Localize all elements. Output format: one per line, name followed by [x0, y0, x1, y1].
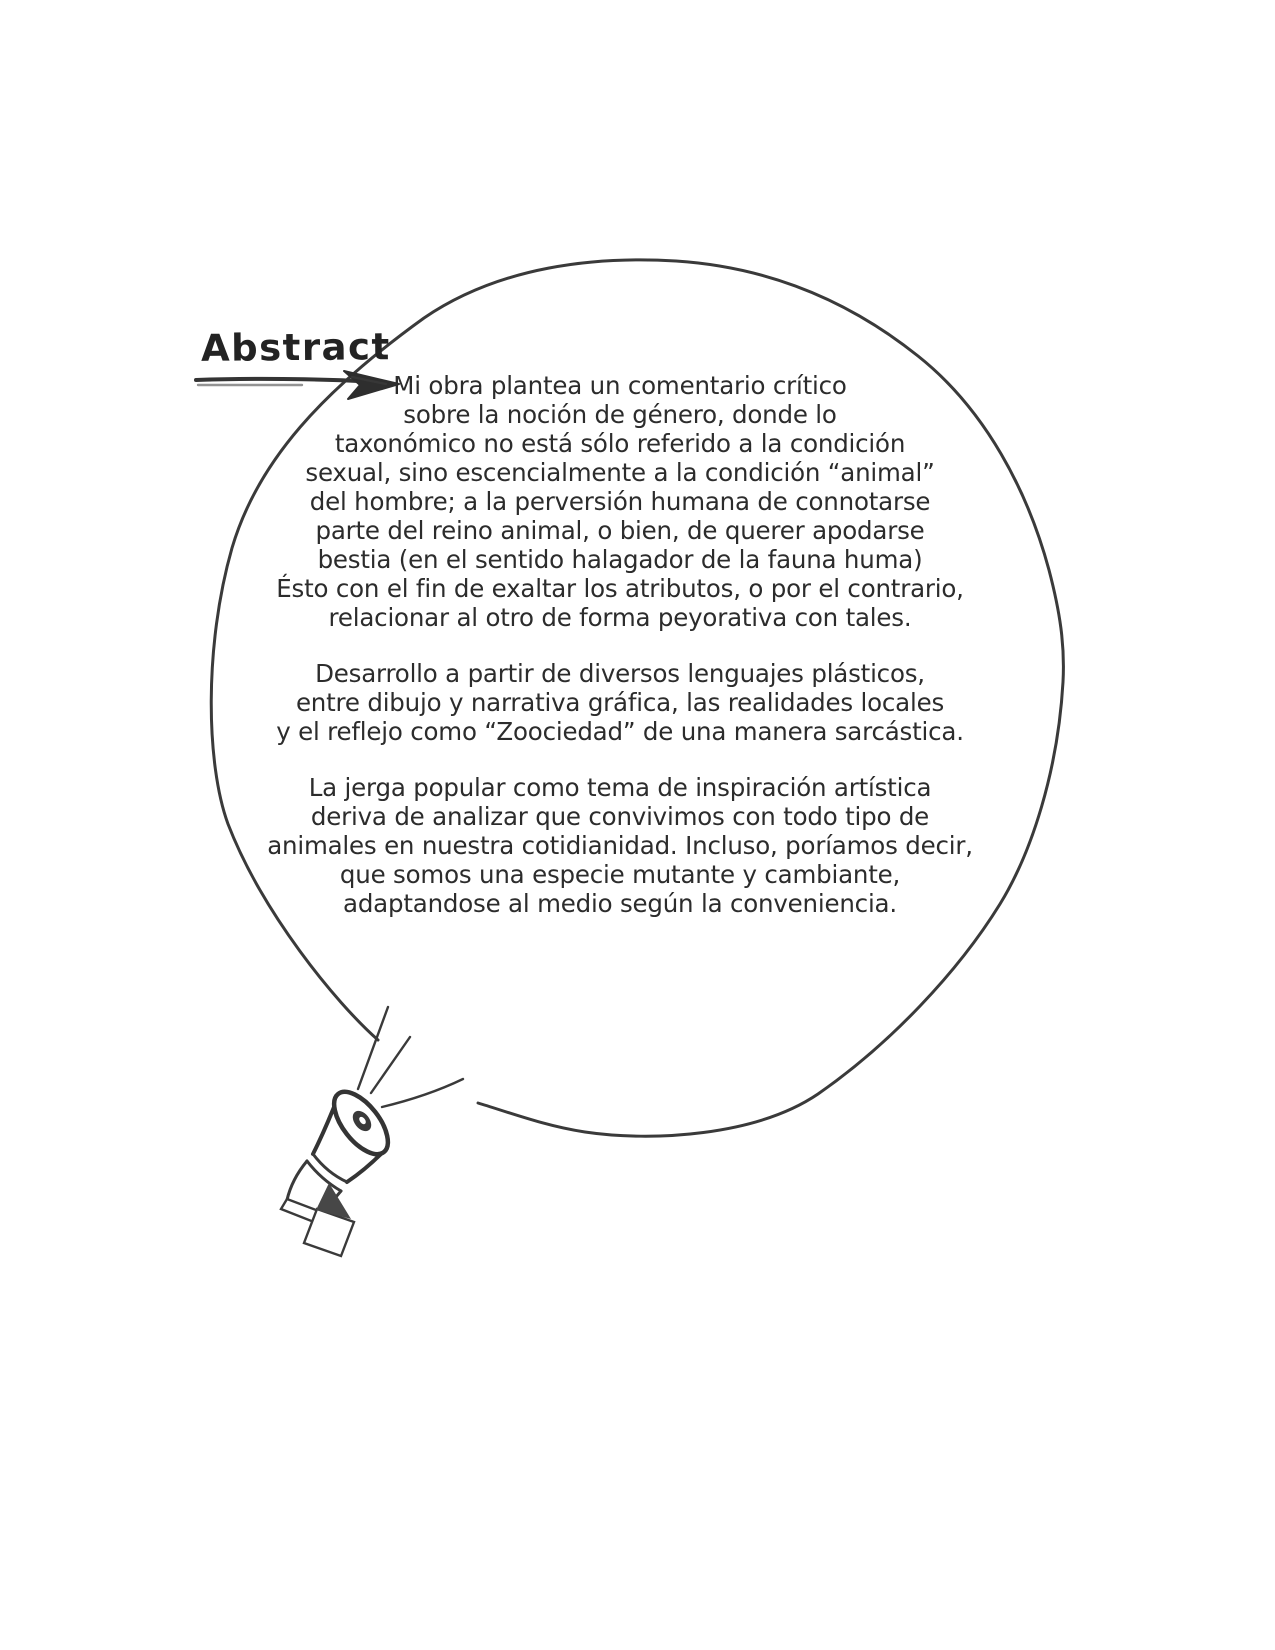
paragraph-3: [160, 773, 1080, 918]
paragraph-1: [160, 371, 1080, 632]
text-line: sexual, sino escencialmente a la condición “animal”: [305, 458, 935, 487]
text-line: parte del reino animal, o bien, de querer apodarse: [315, 516, 925, 545]
text-line: Mi obra plantea un comentario crítico: [393, 371, 847, 400]
sound-rays: [358, 1007, 463, 1107]
text-line: Ésto con el fin de exaltar los atributos, o por el contrario,: [276, 574, 964, 603]
text-line: entre dibujo y narrativa gráfica, las realidades locales: [295, 688, 945, 717]
megaphone-icon: [281, 1083, 398, 1256]
sound-ray: [382, 1079, 463, 1107]
text-line: que somos una especie mutante y cambiante,: [339, 860, 901, 889]
text-line: del hombre; a la perversión humana de connotarse: [309, 487, 931, 516]
sound-ray: [371, 1037, 410, 1093]
text-line: Desarrollo a partir de diversos lenguajes plásticos,: [315, 659, 925, 688]
text-line: deriva de analizar que convivimos con todo tipo de: [310, 802, 930, 831]
text-line: y el reflejo como “Zoociedad” de una manera sarcástica.: [276, 717, 964, 746]
text-line: adaptandose al medio según la conveniencia.: [343, 889, 897, 918]
text-line: relacionar al otro de forma peyorativa con tales.: [328, 603, 912, 632]
speech-bubble-text: [160, 371, 1080, 918]
text-line: sobre la noción de género, donde lo: [403, 400, 837, 429]
paragraph-2: [160, 659, 1080, 746]
text-line: La jerga popular como tema de inspiración artística: [308, 773, 932, 802]
text-line: animales en nuestra cotidianidad. Incluso, poríamos decir,: [267, 831, 973, 860]
text-line: bestia (en el sentido halagador de la fauna huma): [317, 545, 923, 574]
text-line: taxonómico no está sólo referido a la condición: [334, 429, 906, 458]
abstract-heading: Abstract: [200, 325, 391, 370]
